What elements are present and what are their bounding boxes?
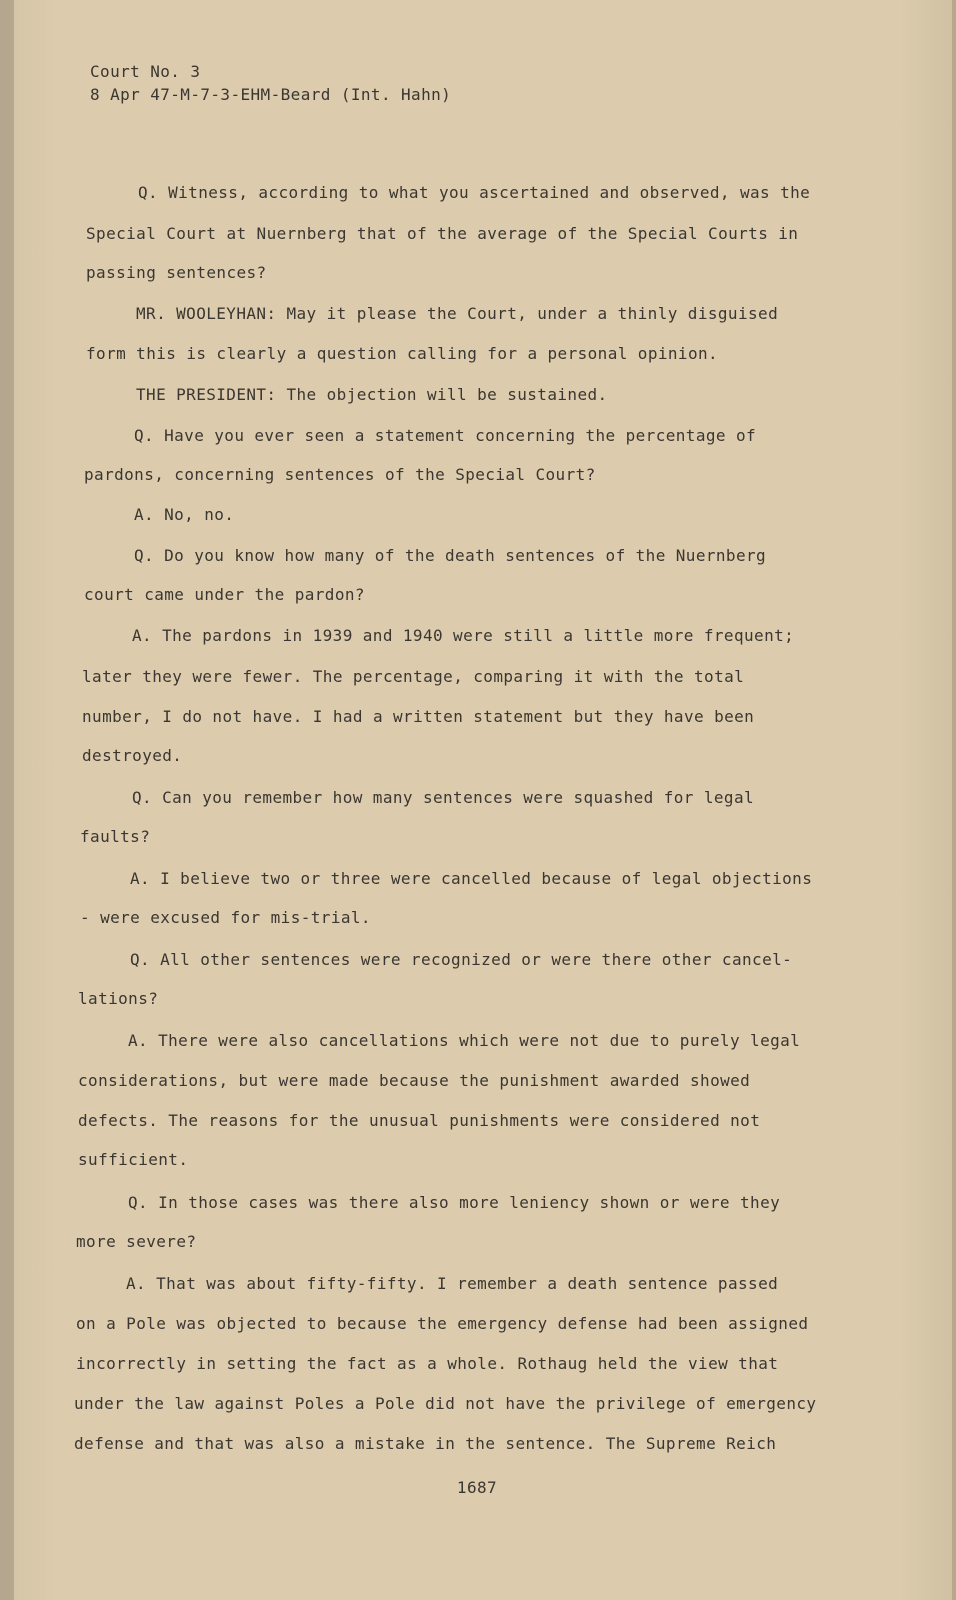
page-number-text: 1687: [456, 1478, 498, 1497]
transcript-line: A. There were also cancellations which were not due to purely legal: [128, 1031, 801, 1050]
page-number: [0, 1478, 956, 1497]
transcript-line: incorrectly in setting the fact as a whole. Rothaug held the view that: [76, 1354, 779, 1373]
transcript-line: more severe?: [76, 1232, 197, 1251]
transcript-line: THE PRESIDENT: The objection will be sustained.: [136, 385, 608, 404]
transcript-line: form this is clearly a question calling for a personal opinion.: [86, 344, 719, 363]
transcript-line: on a Pole was objected to because the emergency defense had been assigned: [76, 1314, 809, 1333]
transcript-line: sufficient.: [78, 1150, 189, 1169]
document-header: [90, 60, 451, 106]
session-reference: 8 Apr 47-M-7-3-EHM-Beard (Int. Hahn): [90, 85, 452, 104]
transcript-line: Q. In those cases was there also more leniency shown or were they: [128, 1193, 781, 1212]
transcript-line: destroyed.: [82, 746, 183, 765]
transcript-line: Special Court at Nuernberg that of the average of the Special Courts in: [86, 224, 799, 243]
transcript-line: Q. Can you remember how many sentences were squashed for legal: [132, 788, 755, 807]
transcript-line: number, I do not have. I had a written statement but they have been: [82, 707, 755, 726]
transcript-line: under the law against Poles a Pole did not have the privilege of emergency: [74, 1394, 817, 1413]
transcript-line: A. That was about fifty-fifty. I remember a death sentence passed: [126, 1274, 779, 1293]
page-right-edge: [952, 0, 956, 1600]
transcript-line: A. The pardons in 1939 and 1940 were still a little more frequent;: [132, 626, 795, 645]
transcript-line: Q. All other sentences were recognized or were there other cancel-: [130, 950, 793, 969]
transcript-line: Q. Do you know how many of the death sentences of the Nuernberg: [134, 546, 767, 565]
transcript-line: passing sentences?: [86, 263, 267, 282]
transcript-line: court came under the pardon?: [84, 585, 365, 604]
transcript-line: considerations, but were made because the punishment awarded showed: [78, 1071, 751, 1090]
transcript-line: pardons, concerning sentences of the Special Court?: [84, 465, 596, 484]
transcript-line: MR. WOOLEYHAN: May it please the Court, under a thinly disguised: [136, 304, 779, 323]
transcript-line: defects. The reasons for the unusual punishments were considered not: [78, 1111, 761, 1130]
transcript-line: later they were fewer. The percentage, comparing it with the total: [82, 667, 745, 686]
page-left-shadow: [0, 0, 14, 1600]
transcript-line: A. No, no.: [134, 505, 235, 524]
transcript-line: faults?: [80, 827, 151, 846]
transcript-line: A. I believe two or three were cancelled because of legal objections: [130, 869, 813, 888]
transcript-line: lations?: [78, 989, 159, 1008]
transcript-line: Q. Have you ever seen a statement concerning the percentage of: [134, 426, 757, 445]
court-number: Court No. 3: [90, 62, 201, 81]
transcript-line: Q. Witness, according to what you ascertained and observed, was the: [138, 183, 811, 202]
transcript-line: - were excused for mis-trial.: [80, 908, 371, 927]
transcript-line: defense and that was also a mistake in the sentence. The Supreme Reich: [74, 1434, 777, 1453]
